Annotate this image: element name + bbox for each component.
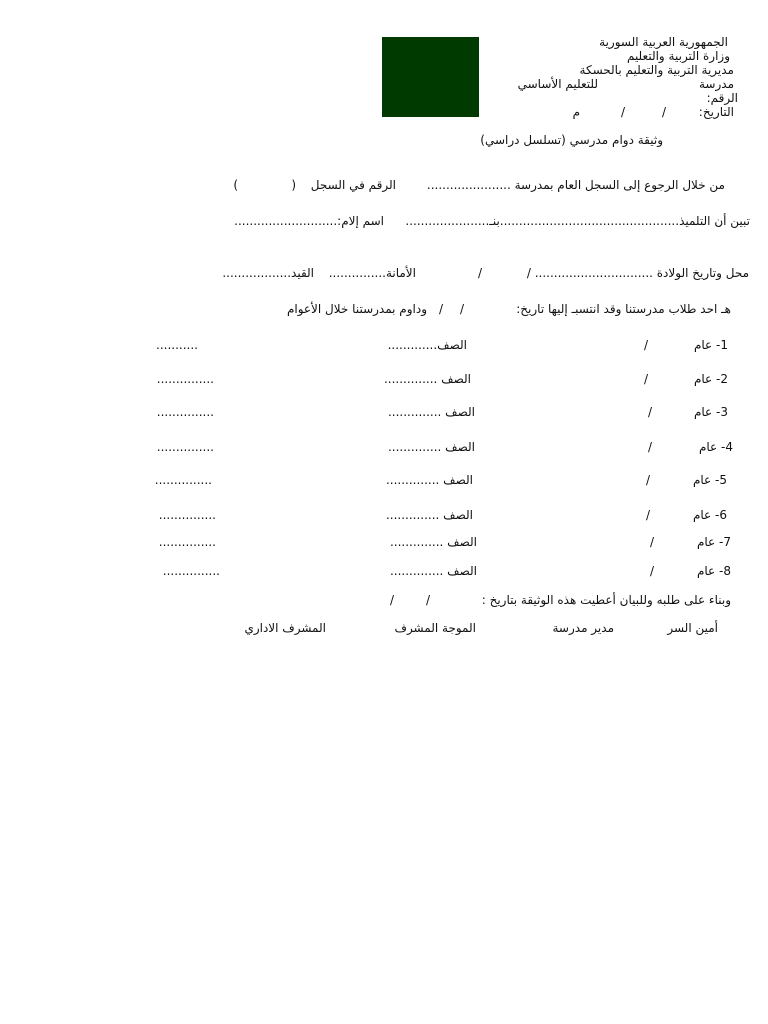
class-field: الصف............. [387, 338, 467, 352]
year-label: 5- عام [692, 473, 727, 487]
year-label: 6- عام [692, 508, 727, 522]
class-field: الصف .............. [387, 440, 475, 454]
class-dots: ............... [156, 440, 214, 454]
header-date-slash: / [620, 105, 625, 119]
year-slash: / [643, 372, 648, 386]
year-slash: / [649, 535, 654, 549]
paren-open: ( [291, 178, 296, 192]
class-dots: ............... [158, 508, 216, 522]
class-dots: ............... [158, 535, 216, 549]
class-field: الصف .............. [385, 508, 473, 522]
class-dots: ............... [162, 564, 220, 578]
record-reference-line: من خلال الرجوع إلى السجل العام بمدرسة ...................... [426, 178, 725, 192]
class-field: الصف .............. [389, 564, 477, 578]
enrollment-line: هـ احد طلاب مدرستنا وقد انتسبـ إليها تاريخ: [516, 302, 731, 316]
year-slash: / [649, 564, 654, 578]
attendance-years-label: وداوم بمدرستنا خلال الأعوام [286, 302, 427, 316]
class-field: الصف .............. [387, 405, 475, 419]
signature-director: مدير مدرسة [552, 621, 614, 635]
year-label: 7- عام [696, 535, 731, 549]
year-label: 1- عام [693, 338, 728, 352]
year-slash: / [647, 405, 652, 419]
class-dots: ........... [156, 338, 198, 352]
header-date-suffix: م [572, 105, 580, 119]
signature-mentor: الموجة المشرف [394, 621, 476, 635]
class-field: الصف .............. [383, 372, 471, 386]
enrollment-slash: / [459, 302, 464, 316]
year-slash: / [645, 508, 650, 522]
class-field: الصف .............. [385, 473, 473, 487]
header-school-type: للتعليم الأساسي [517, 77, 598, 91]
record-number-label: الرقم في السجل [310, 178, 396, 192]
paren-close: ) [233, 178, 238, 192]
header-directorate: مديرية التربية والتعليم بالحسكة [579, 63, 734, 77]
qaid-field: القيد.................. [222, 266, 314, 280]
class-dots: ............... [156, 372, 214, 386]
birth-date-slash: / [477, 266, 482, 280]
issued-line: وبناء على طلبه وللبيان أعطيت هذه الوثيقة بتاريخ : [481, 593, 731, 607]
issued-slash: / [425, 593, 430, 607]
header-school-label: مدرسة [698, 77, 734, 91]
year-slash: / [647, 440, 652, 454]
enrollment-slash: / [438, 302, 443, 316]
year-label: 8- عام [696, 564, 731, 578]
year-slash: / [645, 473, 650, 487]
year-label: 2- عام [693, 372, 728, 386]
year-label: 4- عام [698, 440, 733, 454]
class-dots: ............... [156, 405, 214, 419]
issued-slash: / [389, 593, 394, 607]
header-republic: الجمهورية العربية السورية [599, 35, 728, 49]
mother-name-line: اسم إلام:........................... [234, 214, 384, 228]
year-slash: / [643, 338, 648, 352]
document-title: وثيقة دوام مدرسي (تسلسل دراسي) [480, 133, 663, 147]
year-label: 3- عام [693, 405, 728, 419]
header-number-label: الرقم: [706, 91, 738, 105]
class-field: الصف .............. [389, 535, 477, 549]
header-ministry: وزارة التربية والتعليم [626, 49, 730, 63]
signature-secretary: أمين السر [667, 621, 718, 635]
emblem-image [382, 37, 479, 117]
class-dots: ............... [154, 473, 212, 487]
birth-place-date-line: محل وتاريخ الولادة ............................... / [526, 266, 749, 280]
student-name-line: تبين أن التلميذ...............................................بنـ...................... [405, 214, 750, 228]
header-date-slash: / [661, 105, 666, 119]
amana-field: الأمانة............... [328, 266, 416, 280]
header-date-label: التاريخ: [698, 105, 734, 119]
signature-admin: المشرف الاداري [244, 621, 326, 635]
